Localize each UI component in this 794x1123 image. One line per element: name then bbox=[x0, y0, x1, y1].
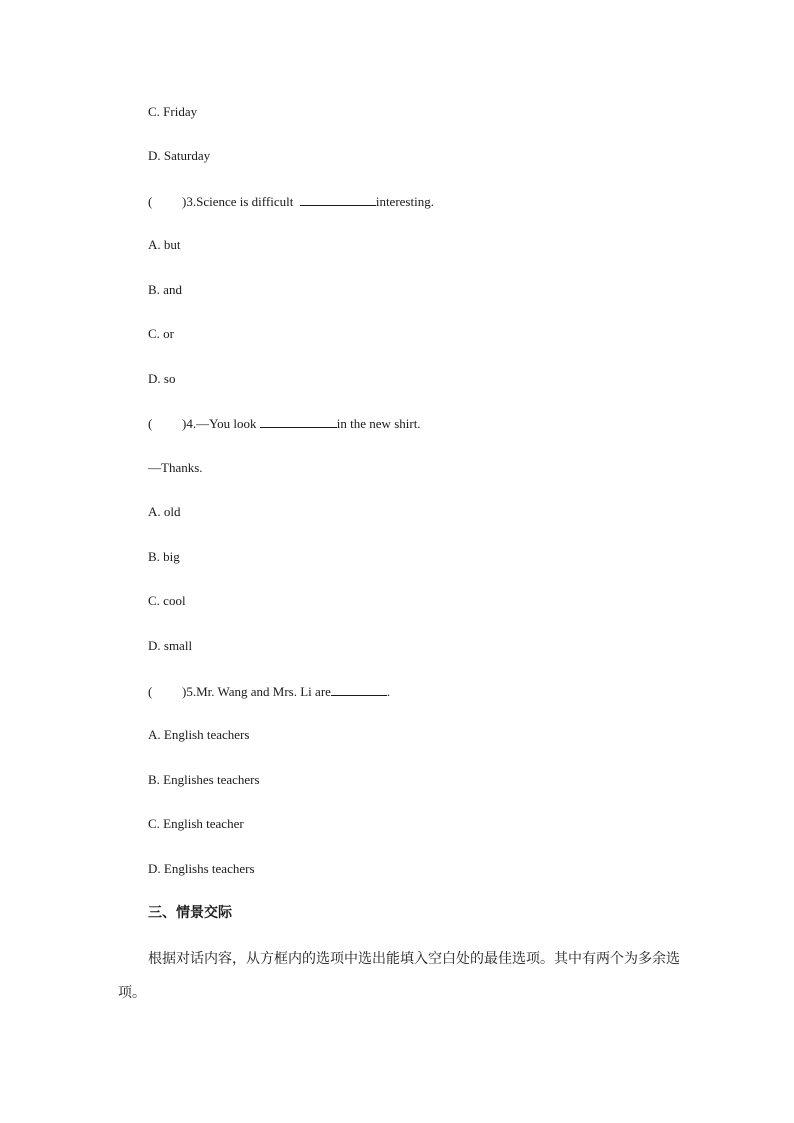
fill-blank[interactable] bbox=[300, 193, 376, 206]
q3-option-c: C. or bbox=[148, 326, 174, 341]
q3-option-b: B. and bbox=[148, 282, 182, 297]
question-text: Mr. Wang and Mrs. Li are bbox=[196, 684, 331, 699]
question-number: 3. bbox=[186, 194, 197, 209]
q5-option-c: C. English teacher bbox=[148, 816, 244, 831]
question-number: 5. bbox=[186, 684, 197, 699]
q3-stem bbox=[148, 193, 434, 210]
q5-option-d: D. Englishs teachers bbox=[148, 861, 255, 876]
question-text-end: . bbox=[386, 684, 391, 699]
answer-paren-close: ) bbox=[182, 684, 187, 699]
question-text: —You look bbox=[196, 416, 260, 431]
q4-option-b: B. big bbox=[148, 549, 180, 564]
q5-option-a: A. English teachers bbox=[148, 727, 250, 742]
q4-option-a: A. old bbox=[148, 504, 181, 519]
answer-paren-close: ) bbox=[182, 194, 187, 209]
q2-option-d: D. Saturday bbox=[148, 148, 211, 163]
section-instruction-line2: 项。 bbox=[118, 985, 146, 1001]
question-text: Science is difficult bbox=[196, 194, 297, 209]
answer-paren-open[interactable]: ( bbox=[148, 194, 153, 209]
q5-option-b: B. Englishes teachers bbox=[148, 772, 260, 787]
answer-paren-open[interactable]: ( bbox=[148, 684, 153, 699]
fill-blank[interactable] bbox=[331, 683, 387, 696]
fill-blank[interactable] bbox=[260, 415, 337, 428]
q4-option-c: C. cool bbox=[148, 593, 186, 608]
q2-option-c: C. Friday bbox=[148, 104, 198, 119]
section-instruction-line1: 根据对话内容，从方框内的选项中选出能填入空白处的最佳选项。其中有两个为多余选 bbox=[148, 951, 680, 967]
q4-stem bbox=[148, 415, 421, 432]
q3-option-d: D. so bbox=[148, 371, 176, 386]
question-text-end: interesting. bbox=[375, 194, 434, 209]
q5-stem bbox=[148, 683, 390, 700]
section-heading: 三、情景交际 bbox=[148, 905, 232, 921]
q3-option-a: A. but bbox=[148, 237, 181, 252]
q4-reply: —Thanks. bbox=[148, 460, 203, 475]
question-number: 4. bbox=[186, 416, 197, 431]
q4-option-d: D. small bbox=[148, 638, 193, 653]
answer-paren-close: ) bbox=[182, 416, 187, 431]
answer-paren-open[interactable]: ( bbox=[148, 416, 153, 431]
question-text-end: in the new shirt. bbox=[336, 416, 421, 431]
